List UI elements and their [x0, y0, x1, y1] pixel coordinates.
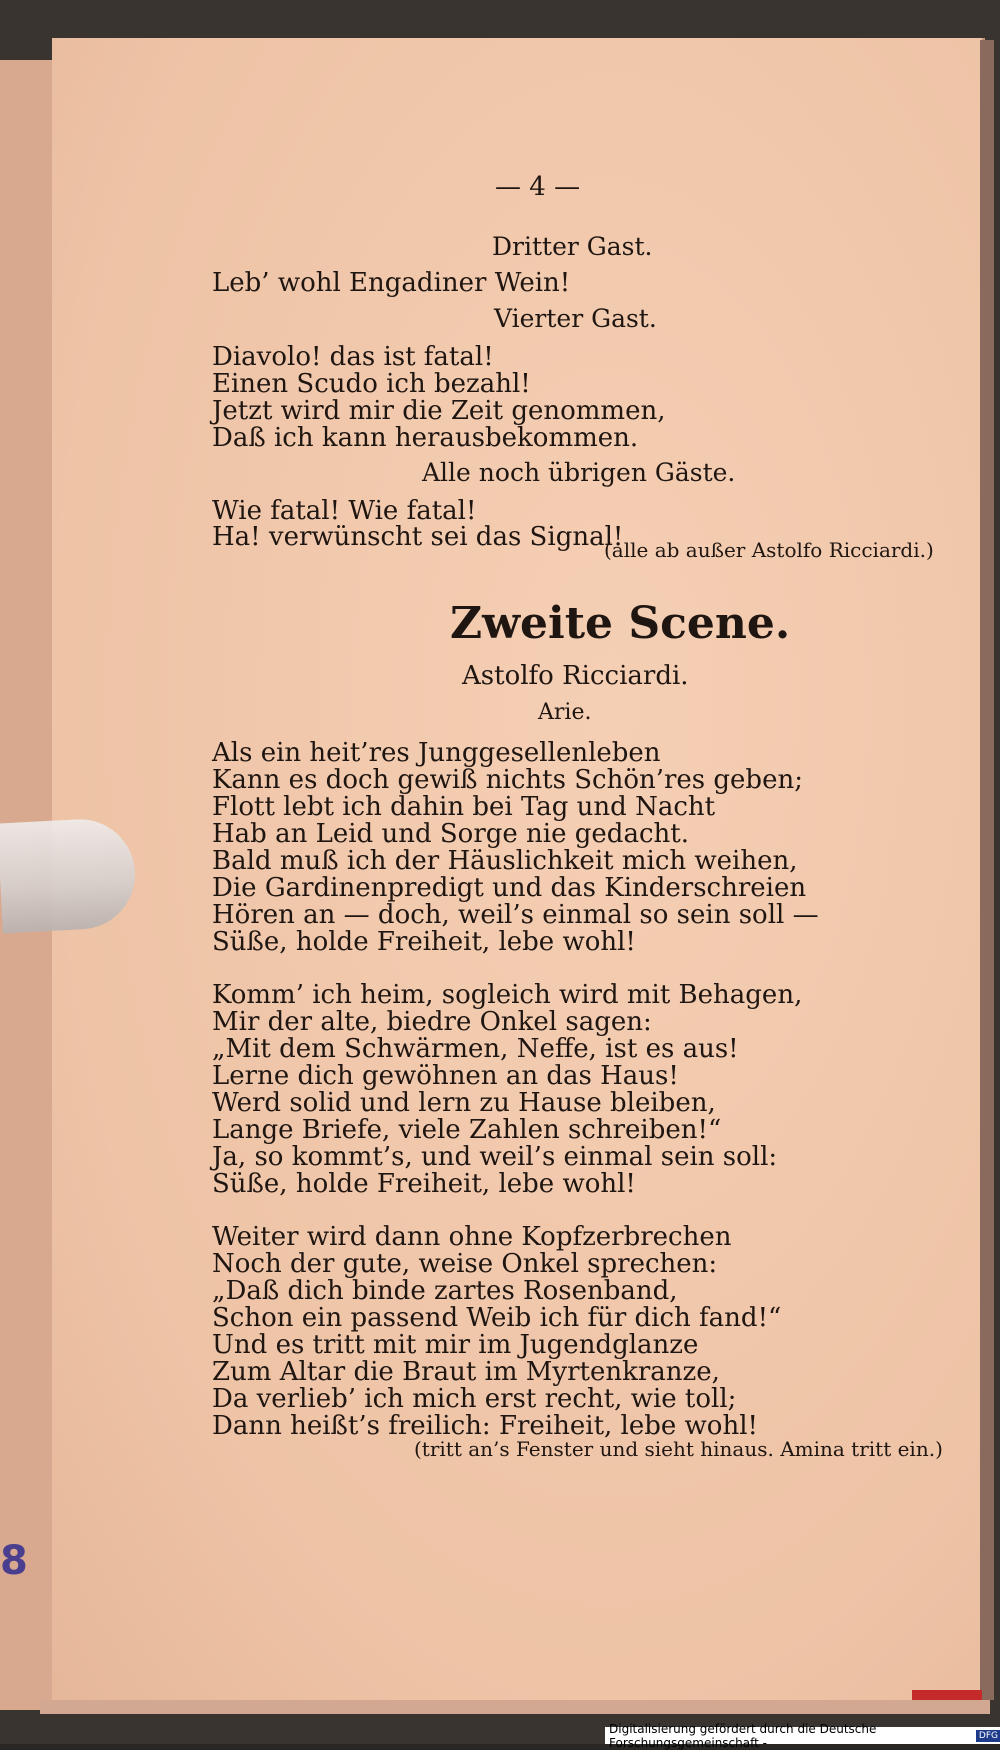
verse-line: Lerne dich gewöhnen an das Haus! [212, 1061, 679, 1091]
verse-line: Kann es doch gewiß nichts Schön’res geben; [212, 765, 803, 795]
verse-line: Werd solid und lern zu Hause bleiben, [212, 1088, 716, 1118]
verse-line: Da verlieb’ ich mich erst recht, wie toll; [212, 1384, 737, 1414]
verse-line: Hab an Leid und Sorge nie gedacht. [212, 819, 689, 849]
verse-line: Süße, holde Freiheit, lebe wohl! [212, 1169, 636, 1199]
verse-line: Weiter wird dann ohne Kopfzerbrechen [212, 1222, 732, 1252]
verse-line: Jetzt wird mir die Zeit genommen, [212, 396, 666, 426]
stage-direction: (alle ab außer Astolfo Ricciardi.) [604, 538, 934, 562]
verse-line: Lange Briefe, viele Zahlen schreiben!“ [212, 1115, 722, 1145]
verse-line: Bald muß ich der Häuslichkeit mich weihen, [212, 846, 798, 876]
verse-line: Komm’ ich heim, sogleich wird mit Behagen, [212, 980, 803, 1010]
verse-line: Schon ein passend Weib ich für dich fand!“ [212, 1303, 782, 1333]
page-edge-bottom [40, 1700, 990, 1714]
verse-line: „Mit dem Schwärmen, Neffe, ist es aus! [212, 1034, 739, 1064]
verse-line: Und es tritt mit mir im Jugendglanze [212, 1330, 699, 1360]
scene-title: Zweite Scene. [450, 598, 791, 649]
verse-line: Süße, holde Freiheit, lebe wohl! [212, 927, 636, 957]
footer-text: Digitalisierung gefördert durch die Deutsche Forschungsgemeinschaft - [609, 1721, 877, 1750]
verse-line: Einen Scudo ich bezahl! [212, 369, 531, 399]
verse-line: Diavolo! das ist fatal! [212, 342, 494, 372]
verse-line: Dann heißt’s freilich: Freiheit, lebe wohl! [212, 1411, 758, 1441]
dfg-logo: DFG [976, 1730, 1000, 1742]
verse-line: Hören an — doch, weil’s einmal so sein soll — [212, 900, 819, 930]
verse-line: Ja, so kommt’s, und weil’s einmal sein soll: [212, 1142, 778, 1172]
verse-line: Als ein heit’res Junggesellenleben [212, 738, 661, 768]
speaker-fourth-guest: Vierter Gast. [494, 304, 657, 333]
aria-label: Arie. [538, 700, 592, 725]
verse-line: Die Gardinenpredigt und das Kinderschreien [212, 873, 807, 903]
speaker-third-guest: Dritter Gast. [492, 232, 653, 261]
scene-character: Astolfo Ricciardi. [462, 661, 689, 691]
verse-line: Zum Altar die Braut im Myrtenkranze, [212, 1357, 720, 1387]
verse-line: Flott lebt ich dahin bei Tag und Nacht [212, 792, 716, 822]
verse-line: Ha! verwünscht sei das Signal! [212, 522, 624, 552]
verse-line: Leb’ wohl Engadiner Wein! [212, 268, 571, 298]
page-number: — 4 — [495, 172, 581, 202]
verse-line: Daß ich kann herausbekommen. [212, 423, 639, 453]
speaker-remaining-guests: Alle noch übrigen Gäste. [422, 458, 736, 487]
library-stamp: 8 [0, 1538, 28, 1584]
verse-line: Wie fatal! Wie fatal! [212, 496, 477, 526]
verse-line: „Daß dich binde zartes Rosenband, [212, 1276, 678, 1306]
bookmark-ribbon [912, 1690, 982, 1700]
verse-line: Mir der alte, biedre Onkel sagen: [212, 1007, 652, 1037]
verse-line: Noch der gute, weise Onkel sprechen: [212, 1249, 718, 1279]
page-edge-right [980, 40, 994, 1700]
digitization-footer [605, 1721, 1000, 1750]
stage-direction: (tritt an’s Fenster und sieht hinaus. Amina tritt ein.) [414, 1437, 943, 1461]
